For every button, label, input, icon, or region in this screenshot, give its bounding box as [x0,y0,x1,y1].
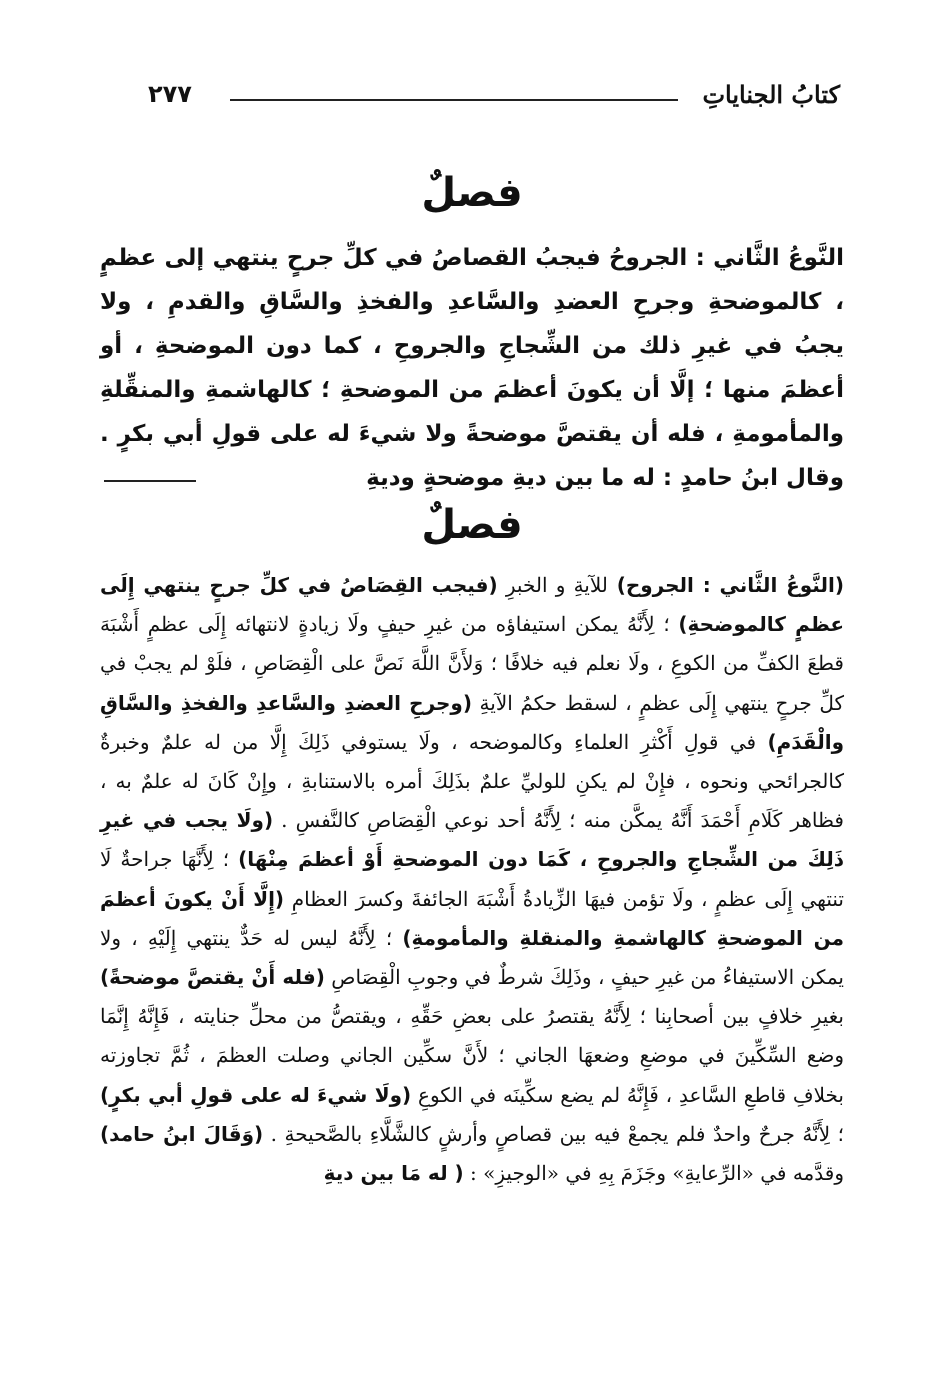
commentary-segment: ؛ لِأَنَّهُ يمكن استيفاؤه من غيرِ حيفٍ ولَا زيادةٍ لانتهائه إِلَى عظمٍ أَشْبَهَ قطعَ الكفِّ من الكوعِ ، ولَا نعلم فيه خلافًا ؛ وَلأَنَّ اللَّهَ نَصَّ على الْقِصَاصِ ، فلَوْ لم يجبْ في كلِّ جرحٍ ينتهي إِلَى عظمٍ ، لسقط حكمُ الآيةِ [100,612,844,715]
header-rule [230,99,678,101]
quoted-matn-segment: ( له مَا بين ديةِ [323,1161,464,1186]
quoted-matn-segment: (وجرحِ العضدِ والسَّاعدِ والفخذِ والسَّاقِ والْقَدَمِ) [100,690,844,754]
quoted-matn-segment: (فله أَنْ يقتصَّ موضحةً) [100,965,325,990]
quoted-matn-segment: (وَقَالَ ابنُ حامد) [100,1121,264,1146]
commentary-segment: ؛ لِأَنَّهُ جرحٌ واحدٌ فلم يجمعْ فيه بين قصاصٍ وأرشٍ كالشَّلَّاءِ بالصَّحيحةِ . [263,1121,844,1146]
quoted-matn-segment: (ولَا يجب في غيرِ ذَلِكَ من الشِّجاجِ والجروحِ ، كَمَا دون الموضحةِ أَوْ أعظمَ مِنْهَا) [100,808,844,872]
commentary-segment: ؛ لِأَنَّهَا جراحةٌ لَا تنتهي إِلَى عظمٍ ، ولَا تؤمن فيهَا الزِّيادةُ أَشْبَهَ الجائفةَ وكسرَ العظامِ [100,847,844,911]
page-number: ٢٧٧ [148,80,192,108]
section-heading: فصلٌ [421,170,523,216]
quoted-matn-segment: (النَّوعُ الثَّاني : الجروح) [607,573,844,597]
commentary-text [100,566,844,1193]
quoted-matn-segment: (فيجب القِصَاصُ في كلِّ جرحٍ ينتهي إِلَى عظمٍ كالموضحةِ) [100,573,844,637]
matn-text: النَّوعُ الثَّاني : الجروحُ فيجبُ القصاصُ في كلِّ جرحٍ ينتهي إلى عظمٍ ، كالموضحةِ وجرحِ العضدِ والسَّاعدِ والفخذِ والسَّاقِ والقدمِ ، ولا يجبُ في غيرِ ذلك من الشِّجاجِ والجروحِ ، كما دون الموضحةِ ، أو أعظمَ منها ؛ إلَّا أن يكونَ أعظمَ من الموضحةِ ؛ كالهاشمةِ والمنقِّلةِ والمأمومةِ ، فله أن يقتصَّ موضحةً ولا شيءَ له على قولِ أبي بكرٍ . وقال ابنُ حامدٍ : له ما بين ديةِ موضحةٍ وديةِ [100,245,844,491]
running-header [148,78,840,118]
book-title: كتابُ الجناياتِ [702,80,840,109]
commentary-segment: بغيرِ خلافٍ بين أصحابِنا ؛ لِأَنَّهُ يقتصرُ على بعضِ حَقِّهِ ، ويقتصُّ من محلِّ جنايته ، فَإِنَّهُ إِنَّمَا وضع السِّكِّينَ في موضعِ وضعهَا الجاني ؛ لأَنَّ سكِّين الجاني وصلت العظمَ ، ثُمَّ تجاوزته بخلافِ قاطعِ السَّاعدِ ، فَإِنَّهُ لم يضع سكِّينَه في الكوعِ [100,1004,844,1107]
quoted-matn-segment: (إِلَّا أَنْ يكونَ أعظمَ من الموضحةِ كالهاشمةِ والمنقلةِ والمأمومةِ) [100,886,845,950]
commentary-segment: في قولِ أَكْثرِ العلماءِ وكالموضحه ، ولَا يستوفي ذَلِكَ إِلَّا من له علمٌ وخبرةٌ كالجرائحي ونحوه ، فإِنْ لم يكنِ للوليِّ علمٌ بذَلِكَ أمره بالاستنابةِ ، وإِنْ كَانَ له علمٌ به ، فظاهر كَلَامِ أَحْمَدَ أَنَّهُ يمكَّن منه ؛ لِأَنَّهُ أحد نوعي الْقِصَاصِ كالنَّفسِ . [100,729,844,833]
commentary-heading: فصلٌ [421,502,523,548]
commentary-segment: ؛ لِأَنَّهُ ليس له حَدٌّ ينتهي إِلَيْهِ ، ولا يمكن الاستيفاءُ من غيرِ حيفٍ ، وذَلِكَ شرطٌ في وجوبِ الْقِصَاصِ [100,925,844,990]
quoted-matn-segment: (ولَا شيءَ له على قولِ أبي بكرٍ) [100,1082,412,1107]
commentary-segment: وقدَّمه في «الرِّعايةِ» وجَزَمَ بِهِ في «الوجيزِ» : [463,1161,844,1186]
commentary-segment: للآيةِ و الخبرِ [497,573,608,597]
section-divider [104,480,196,482]
